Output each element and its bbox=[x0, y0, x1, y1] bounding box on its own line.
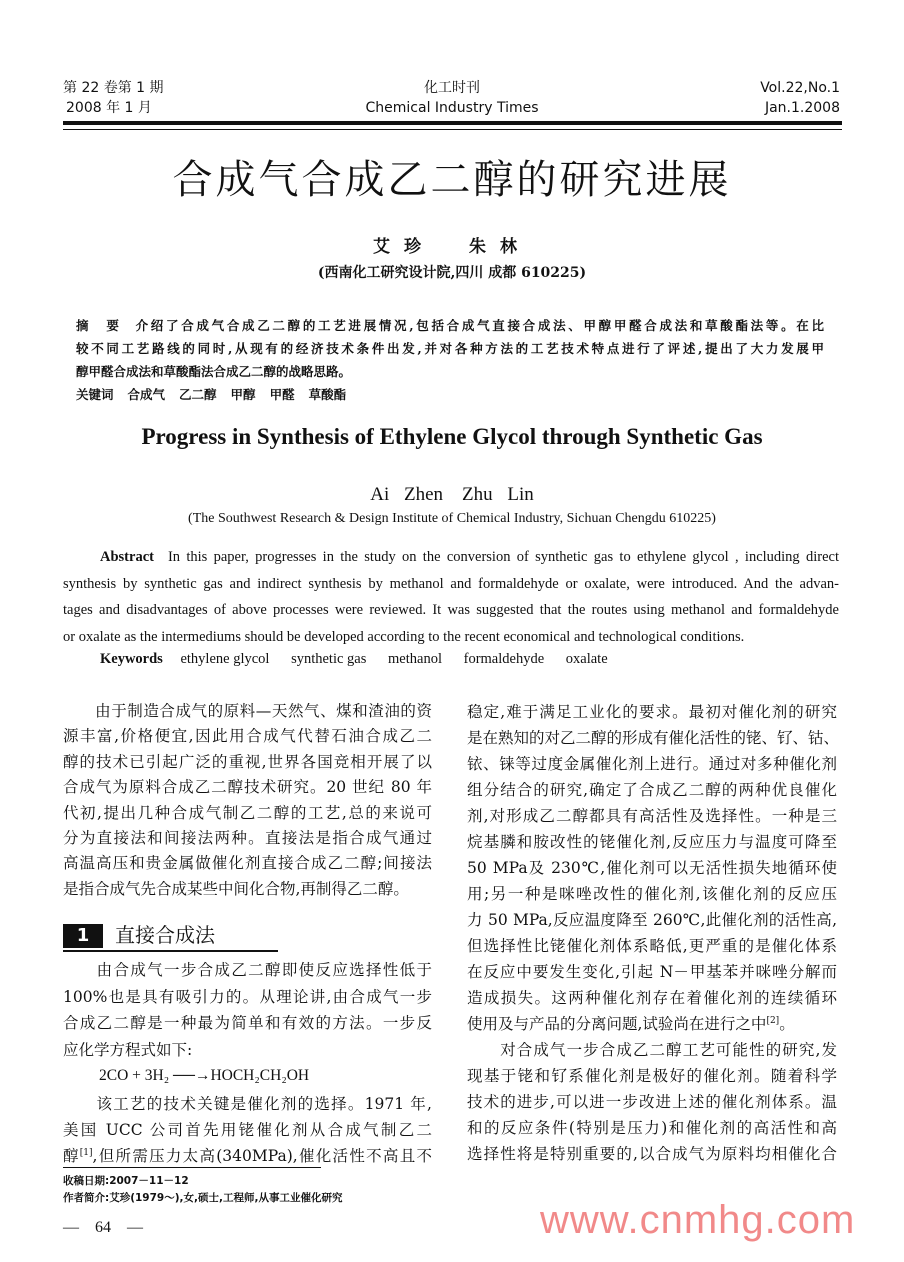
body-text-line: 50 MPa及 230℃,催化剂可以无活性损失地循环使 bbox=[467, 859, 837, 877]
body-left-paragraph-2 bbox=[63, 957, 432, 1064]
affiliation-cn: (西南化工研究设计院,四川 成都 610225) bbox=[317, 265, 587, 281]
body-text-line: 力 50 MPa,反应温度降至 260℃,此催化剂的活性高, bbox=[467, 911, 837, 929]
body-text-line: 该工艺的技术关键是催化剂的选择。1971 年, bbox=[63, 1095, 432, 1113]
body-text-line: 剂,对形成乙二醇都具有高活性及选择性。一种是三 bbox=[467, 807, 837, 825]
journal-date-cn: 2008 年 1 月 bbox=[66, 100, 152, 116]
citation: [2] bbox=[766, 1015, 780, 1026]
body-text-line: 造成损失。这两种催化剂存在着催化剂的连续循环 bbox=[467, 989, 837, 1007]
page-number: — 64 — bbox=[63, 1219, 144, 1236]
body-text-line: 和的反应条件(特别是压力)和催化剂的高活性和高 bbox=[467, 1119, 837, 1137]
journal-name-cn: 化工时刊 bbox=[424, 80, 480, 96]
abstract-cn-line: 较不同工艺路线的同时,从现有的经济技术条件出发,并对各种方法的工艺技术特点进行了评述,提出了大力发展甲 bbox=[76, 341, 824, 356]
abstract-en-label: Abstract bbox=[100, 549, 154, 565]
abstract-cn-line bbox=[76, 314, 824, 337]
body-text-line: 源丰富,价格便宜,因此用合成气代替石油合成乙二 bbox=[63, 727, 432, 746]
keyword-cn: 乙二醇 bbox=[179, 387, 217, 402]
abstract-en-line: synthesis by synthetic gas and indirect synthesis by methanol and formaldehyde or oxalate, were introduced. And the advan- bbox=[63, 575, 839, 592]
keyword-en: synthetic gas bbox=[291, 651, 367, 667]
citation: [1] bbox=[79, 1147, 93, 1158]
keywords-en bbox=[100, 651, 626, 668]
section-heading-1 bbox=[63, 920, 278, 952]
body-text-line: 合成乙二醇是一种最为简单和有效的方法。一步反 bbox=[63, 1014, 432, 1033]
keywords-en-label: Keywords bbox=[100, 651, 163, 667]
body-text-line: 应化学方程式如下: bbox=[63, 1041, 193, 1060]
body-text-line: 由合成气一步合成乙二醇即使反应选择性低于 bbox=[63, 961, 432, 979]
section-title: 直接合成法 bbox=[115, 923, 215, 947]
keyword-en: methanol bbox=[388, 651, 442, 667]
journal-volume-cn: 第 22 卷第 1 期 bbox=[63, 80, 164, 96]
body-text-line: 稳定,难于满足工业化的要求。最初对催化剂的研究 bbox=[467, 703, 837, 721]
header-rule-thin bbox=[63, 129, 842, 130]
body-text-line: 用;另一种是咪唑改性的催化剂,该催化剂的反应压 bbox=[467, 885, 837, 903]
keywords-cn-label: 关键词 bbox=[76, 387, 114, 402]
body-right-paragraph-1 bbox=[467, 699, 840, 1037]
abstract-cn bbox=[76, 314, 824, 406]
footnote-rule bbox=[63, 1167, 321, 1168]
body-text-line: 铱、铼等过度金属催化剂上进行。通过对多种催化剂 bbox=[467, 755, 837, 773]
body-text-line: 在反应中要发生变化,引起 N－甲基苯并咪唑分解而 bbox=[467, 963, 837, 981]
abstract-cn-text: 介绍了合成气合成乙二醇的工艺进展情况,包括合成气直接合成法、甲醇甲醛合成法和草酸酯法等。在比 bbox=[135, 318, 824, 333]
body-text-line: 使用及与产品的分离问题,试验尚在进行之中[2]。 bbox=[467, 1015, 795, 1033]
body-text-line: 醇[1],但所需压力太高(340MPa),催化活性不高且不 bbox=[63, 1147, 432, 1165]
body-right-paragraph-2 bbox=[467, 1037, 837, 1167]
journal-volume-en: Vol.22,No.1 bbox=[760, 80, 840, 96]
keyword-cn: 甲醇 bbox=[230, 387, 256, 402]
body-text-line: 100%也是具有吸引力的。从理论讲,由合成气一步 bbox=[63, 987, 432, 1006]
keyword-en: oxalate bbox=[565, 651, 608, 667]
body-text-line: 对合成气一步合成乙二醇工艺可能性的研究,发 bbox=[467, 1041, 837, 1059]
body-text-line: 代初,提出几种合成气制乙二醇的工艺,总的来说可 bbox=[63, 803, 432, 822]
body-text-line: 组分结合的研究,确定了合成乙二醇的两种优良催化 bbox=[467, 781, 837, 799]
abstract-cn-label: 摘 要 bbox=[76, 318, 122, 333]
page-title-cn: 合成气合成乙二醇的研究进展 bbox=[172, 157, 732, 203]
body-text-line: 分为直接法和间接法两种。直接法是指合成气通过 bbox=[63, 829, 432, 848]
body-text-line: 技术的进步,可以进一步改进上述的催化剂体系。温 bbox=[467, 1093, 837, 1111]
keyword-en: formaldehyde bbox=[463, 651, 545, 667]
keyword-cn: 合成气 bbox=[127, 387, 166, 402]
body-text-line: 醇的技术已引起广泛的重视,世界各国竞相开展了以 bbox=[63, 752, 432, 771]
footnote-received-date: 收稿日期:2007－11－12 bbox=[63, 1175, 189, 1187]
abstract-en bbox=[63, 544, 839, 650]
keywords-cn bbox=[76, 383, 824, 406]
body-text-line: 合成气为原料合成乙二醇技术研究。20 世纪 80 年 bbox=[63, 778, 432, 797]
abstract-en-line bbox=[63, 544, 839, 571]
section-number: 1 bbox=[63, 924, 103, 948]
abstract-en-line: or oxalate as the intermediums should be developed according to the recent economical and technological conditions. bbox=[63, 628, 745, 645]
body-text-line: 由于制造合成气的原料—天然气、煤和渣油的资 bbox=[63, 702, 432, 720]
watermark: www.cnmhg.com bbox=[540, 1198, 856, 1242]
body-text-line: 是指合成气先合成某些中间化合物,再制得乙二醇。 bbox=[63, 879, 409, 898]
body-left-paragraph-1 bbox=[63, 699, 432, 902]
affiliation-en: (The Southwest Research & Design Institute of Chemical Industry, Sichuan Chengdu 610225) bbox=[188, 511, 716, 526]
authors-cn: 艾珍 朱林 bbox=[373, 237, 531, 257]
body-text-line: 现基于铑和钌系催化剂是极好的催化剂。随着科学 bbox=[467, 1067, 837, 1085]
footnote-author-bio: 作者简介:艾珍(1979～),女,硕士,工程师,从事工业催化研究 bbox=[63, 1192, 343, 1204]
body-text-line: 美国 UCC 公司首先用铑催化剂从合成气制乙二 bbox=[63, 1121, 432, 1139]
authors-en: Ai Zhen Zhu Lin bbox=[370, 484, 534, 505]
body-text-line: 高温高压和贵金属做催化剂直接合成乙二醇;间接法 bbox=[63, 854, 432, 873]
body-text-line: 烷基膦和胺改性的铑催化剂,反应压力与温度可降至 bbox=[467, 833, 837, 851]
chemical-equation: 2CO + 3H₂ ──→HOCH₂CH₂OH bbox=[99, 1067, 310, 1084]
journal-name-en: Chemical Industry Times bbox=[365, 100, 539, 116]
page-title-en: Progress in Synthesis of Ethylene Glycol through Synthetic Gas bbox=[141, 424, 763, 449]
abstract-en-text: In this paper, progresses in the study on the conversion of synthetic gas to ethylene glycol , including direct bbox=[167, 549, 839, 565]
header-rule-thick bbox=[63, 121, 842, 125]
keyword-cn: 甲醛 bbox=[269, 387, 295, 402]
abstract-en-line: tages and disadvantages of above processes were reviewed. It was suggested that the routes using methanol and formaldehyde bbox=[63, 602, 839, 618]
journal-date-en: Jan.1.2008 bbox=[764, 100, 840, 116]
body-text-line: 但选择性比铑催化剂体系略低,更严重的是催化体系 bbox=[467, 937, 837, 955]
abstract-cn-line: 醇甲醛合成法和草酸酯法合成乙二醇的战略思路。 bbox=[76, 364, 352, 379]
keyword-en: ethylene glycol bbox=[180, 651, 270, 667]
body-text-line: 是在熟知的对乙二醇的形成有催化活性的铑、钌、钴、 bbox=[467, 729, 840, 747]
body-text-line: 选择性将是特别重要的,以合成气为原料均相催化合 bbox=[467, 1145, 837, 1163]
keyword-cn: 草酸酯 bbox=[308, 387, 347, 402]
body-left-paragraph-3 bbox=[63, 1091, 432, 1169]
